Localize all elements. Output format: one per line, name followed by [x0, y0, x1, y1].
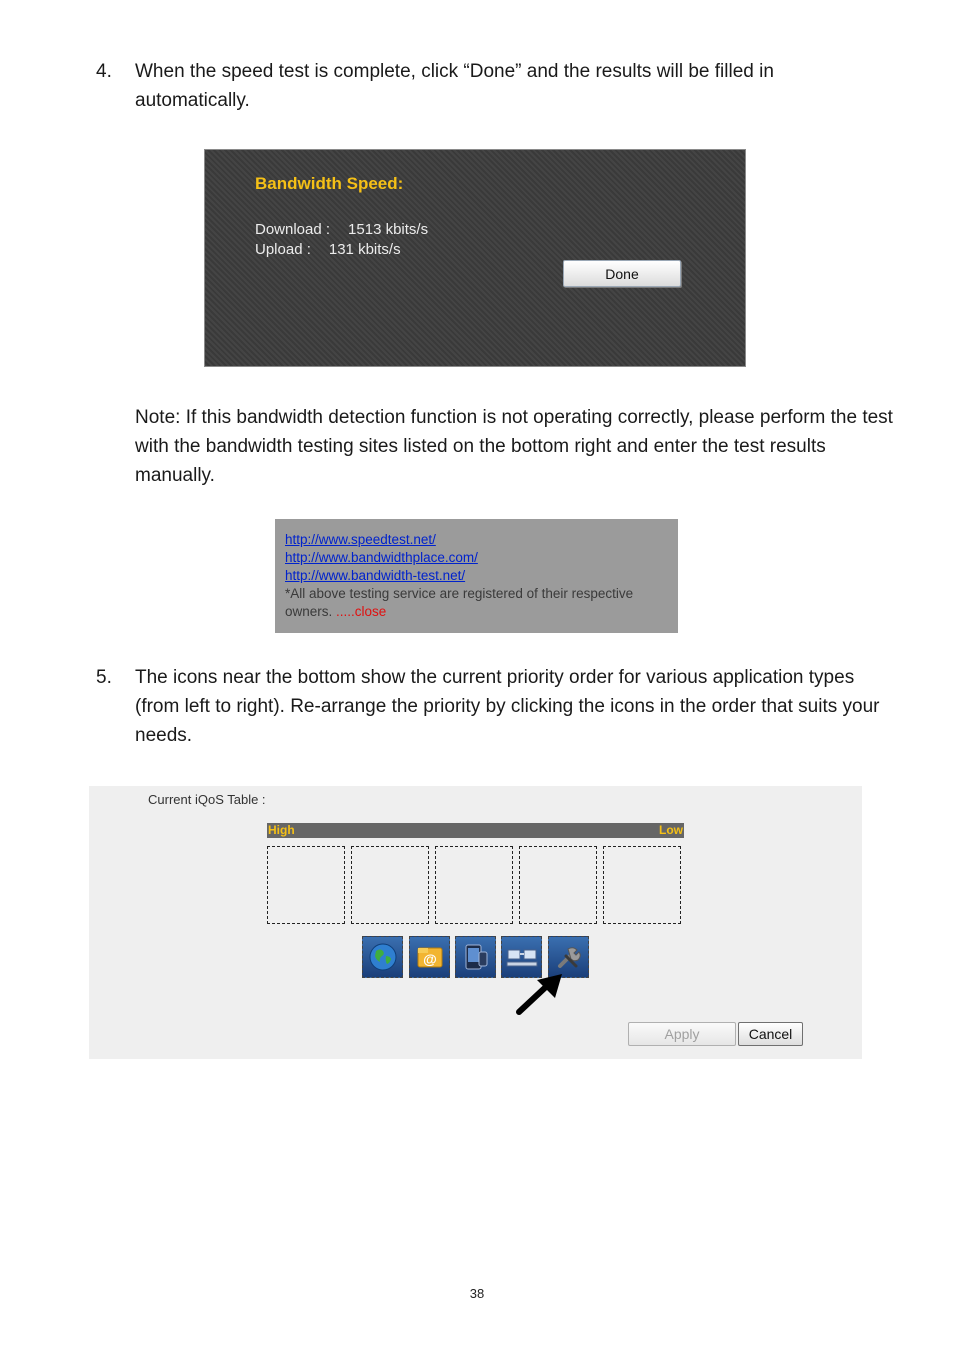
link-bandwidthplace[interactable]: http://www.bandwidthplace.com/ [285, 550, 478, 565]
iqos-panel [89, 786, 862, 1059]
done-button[interactable]: Done [563, 260, 681, 287]
upload-row [255, 241, 401, 258]
download-value: 1513 kbits/s [348, 221, 429, 238]
app-mobile-button[interactable] [455, 936, 496, 978]
apply-button[interactable]: Apply [628, 1022, 736, 1046]
disclaimer-text: *All above testing service are registered of their respective owners. [285, 586, 634, 619]
step-5 [96, 663, 886, 750]
iqos-table-label: Current iQoS Table : [148, 792, 266, 807]
step-4-number: 4. [96, 61, 112, 82]
app-globe-button[interactable] [362, 936, 403, 978]
bandwidth-speed-panel [204, 149, 746, 367]
priority-slot-3[interactable] [435, 846, 513, 924]
page-number: 38 [469, 1286, 485, 1301]
mobile-device-icon [461, 942, 491, 972]
globe-icon [368, 942, 398, 972]
pointer-arrow-icon [515, 972, 565, 1016]
link-speedtest[interactable]: http://www.speedtest.net/ [285, 532, 436, 547]
priority-slot-5[interactable] [603, 846, 681, 924]
upload-label: Upload : [255, 241, 311, 258]
note-paragraph: Note: If this bandwidth detection function is not operating correctly, please perform the test with the bandwidth testing sites listed on the bottom right and enter the test results manually. [135, 407, 893, 486]
priority-slot-1[interactable] [267, 846, 345, 924]
priority-slot-2[interactable] [351, 846, 429, 924]
step-5-text: The icons near the bottom show the current priority order for various application types (from left to right). Re-arrange the priority by clicking the icons in the order that suits your needs. [135, 667, 880, 746]
close-link[interactable]: .....close [336, 604, 387, 619]
links-disclaimer [285, 585, 668, 621]
priority-high-label: High [268, 823, 295, 837]
download-row [255, 221, 428, 238]
priority-slot-4[interactable] [519, 846, 597, 924]
svg-text:@: @ [422, 951, 437, 967]
network-computers-icon [506, 942, 538, 972]
step-4-text: When the speed test is complete, click “Done” and the results will be filled in automatically. [135, 61, 774, 111]
step-4 [96, 57, 886, 115]
bandwidth-title: Bandwidth Speed: [255, 174, 404, 193]
link-bandwidth-test[interactable]: http://www.bandwidth-test.net/ [285, 568, 466, 583]
download-label: Download : [255, 221, 331, 238]
app-email-button[interactable] [409, 936, 450, 978]
priority-bar [267, 823, 684, 838]
priority-low-label: Low [659, 823, 683, 837]
tools-icon [554, 942, 584, 972]
upload-value: 131 kbits/s [328, 241, 401, 258]
email-icon [415, 942, 445, 972]
bandwidth-test-links-box [275, 519, 678, 633]
cancel-button[interactable]: Cancel [738, 1022, 803, 1046]
step-5-number: 5. [96, 667, 112, 688]
